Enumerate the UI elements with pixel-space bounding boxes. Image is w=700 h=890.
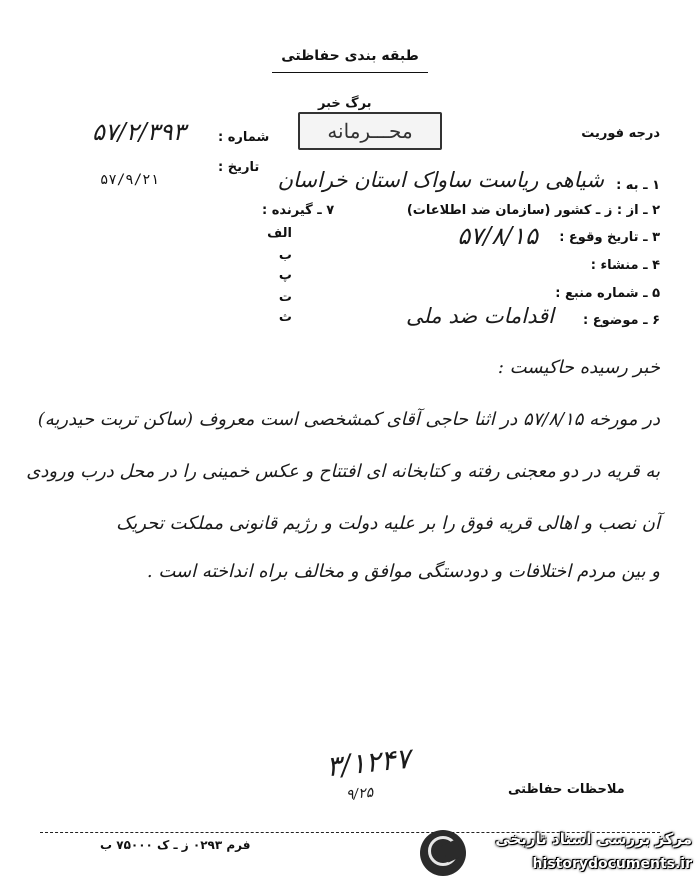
source-number-label: ۵ ـ شماره منبع :: [555, 286, 660, 301]
subject-label: ۶ ـ موضوع :: [583, 313, 660, 328]
recipient-be: ب: [278, 248, 292, 263]
recipient-pe: پ: [278, 268, 292, 283]
date-value: ۵۷/۹/۲۱: [100, 172, 160, 188]
subject-value: اقدامات ضد ملی: [405, 304, 554, 328]
report-line: خبر رسیده حاکیست :: [497, 357, 660, 378]
recipients-label: ۷ ـ گیرنده :: [262, 203, 335, 218]
origin-label: ۴ ـ منشاء :: [590, 258, 660, 273]
classification-heading: طبقه بندی حفاظتی: [281, 48, 419, 64]
watermark: [420, 828, 692, 880]
security-remarks-label: ملاحظات حفاظتی: [508, 782, 625, 797]
recipient-se: ث: [278, 310, 292, 325]
date-label: تاریخ :: [218, 160, 260, 175]
classification-underline: [272, 72, 428, 73]
to-value: شیاهی ریاست ساواک استان خراسان: [277, 168, 604, 192]
watermark-title: مرکز بررسی اسناد تاریخی: [495, 830, 692, 848]
recipient-te: ت: [278, 290, 292, 305]
watermark-url: historydocuments.ir: [532, 856, 692, 872]
archive-number: ۳/۱۲۴۷: [324, 741, 413, 784]
number-value: ۵۷/۲/۳۹۳: [92, 118, 186, 146]
report-line: در مورخه ۵۷/۸/۱۵ در اثنا حاجی آقای کمشخصی است معروف (ساکن تربت حیدریه): [37, 409, 660, 430]
archive-subnumber: ۹/۲۵: [345, 784, 375, 804]
occurrence-date-label: ۳ ـ تاریخ وقوع :: [559, 230, 660, 245]
to-label: ۱ ـ به :: [616, 178, 660, 193]
from-label: ۲ ـ از : ز ـ کشور (سازمان ضد اطلاعات): [406, 203, 660, 218]
urgency-label: درجه فوریت: [581, 126, 660, 141]
report-line: به قریه در دو معجنی رفته و کتابخانه ای افتتاح و عکس خمینی را در محل درب ورودی: [26, 461, 660, 482]
confidential-stamp: محـــرمانه: [298, 112, 442, 150]
form-title: برگ خبر: [318, 96, 372, 111]
recipient-alef: الف: [267, 226, 292, 241]
report-line: آن نصب و اهالی قریه فوق را بر علیه دولت و رژیم قانونی مملکت تحریک: [116, 513, 660, 534]
form-code: فرم ۰۲۹۳ ز ـ ک ۷۵۰۰۰ ب: [100, 838, 251, 852]
occurrence-date-value: ۵۷/۸/۱۵: [457, 222, 538, 250]
number-label: شماره :: [218, 130, 270, 145]
report-line: و بین مردم اختلافات و دودستگی موافق و مخالف براه انداخته است .: [146, 561, 660, 582]
